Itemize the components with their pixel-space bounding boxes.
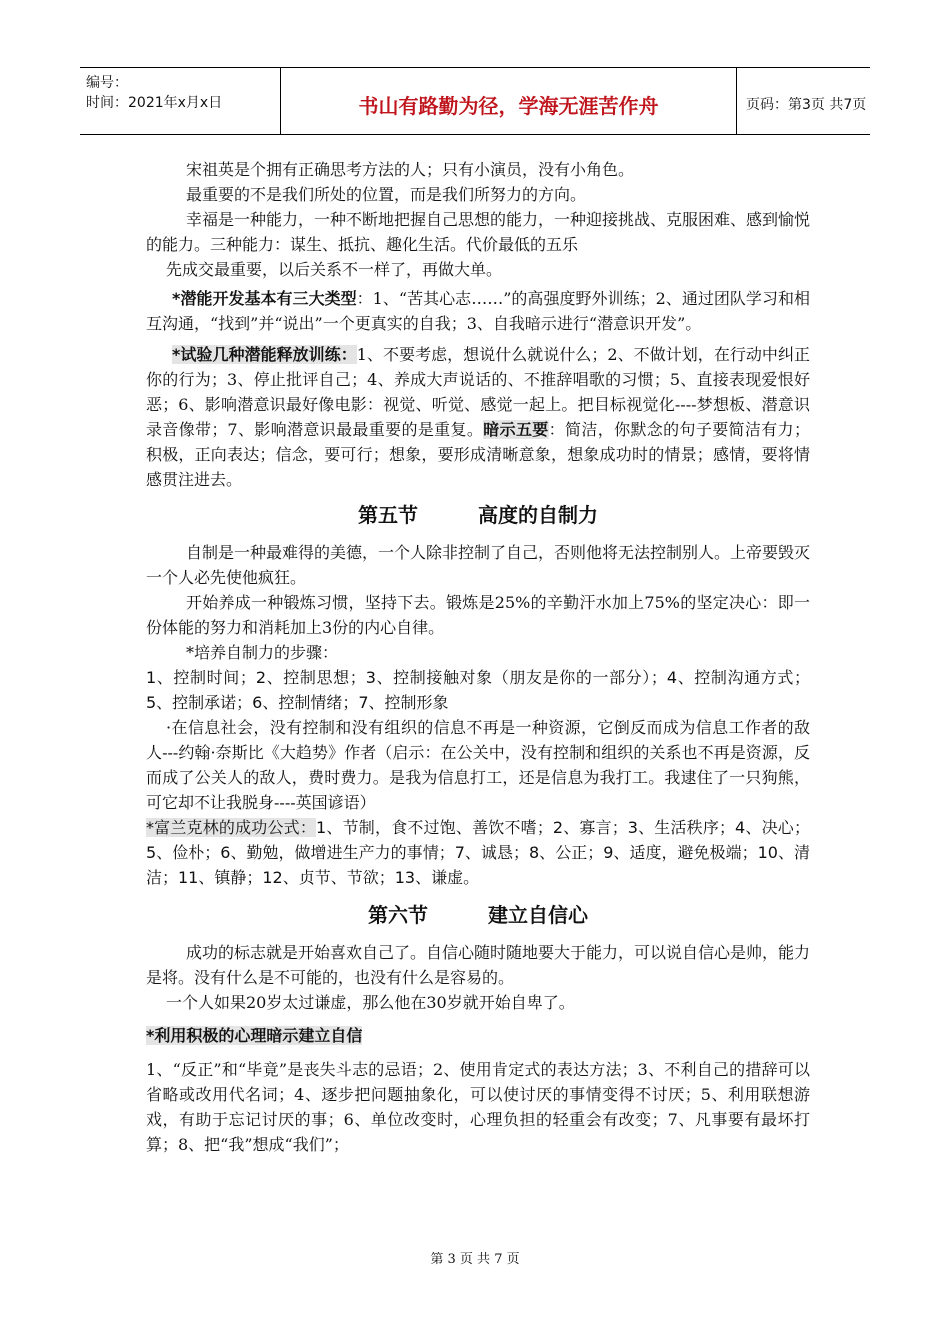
sub-heading <box>146 1023 810 1049</box>
release-training-label: *试验几种潜能释放训练： <box>172 345 357 364</box>
paragraph: 自制是一种最难得的美德，一个人除非控制了自己，否则他将无法控制别人。上帝要毁灭一个人必先使他疯狂。 <box>146 543 811 587</box>
paragraph: 最重要的不是我们所处的位置，而是我们所努力的方向。 <box>186 185 587 204</box>
hint-five-label: 暗示五要 <box>483 420 549 439</box>
steps-label: *培养自制力的步骤： <box>186 643 339 662</box>
franklin-text: 1、节制，食不过饱、善饮不嗜；2、寡言；3、生活秩序；4、决心；5、俭朴；6、勤勉，做增进生产力的事情；7、诚恳；8、公正；9、适度，避免极端；10、清洁；11、镇静；12、贞节、节欲；13、谦虚。 <box>146 818 810 887</box>
document-body <box>146 157 810 1157</box>
document-date: 时间：2021年x月x日 <box>86 95 223 111</box>
header-page-info: 页码：第3页 共7页 <box>746 97 867 113</box>
header-page-cell <box>736 68 870 134</box>
section-heading-6 <box>146 900 810 930</box>
paragraph: 先成交最重要，以后关系不一样了，再做大单。 <box>166 260 503 279</box>
paragraph: 1、“反正”和“毕竟”是丧失斗志的忌语；2、使用肯定式的表达方法；3、不利自己的措辞可以省略或改用代名词；4、逐步把问题抽象化，可以使讨厌的事情变得不讨厌；5、利用联想游戏，有助于忘记讨厌的事；6、单位改变时，心理负担的轻重会有改变；7、凡事要有最坏打算；8、把“我”想成“我们”； <box>146 1060 810 1154</box>
header-motto: 书山有路勤为径，学海无涯苦作舟 <box>358 94 659 118</box>
section-title: 建立自信心 <box>488 903 588 927</box>
release-training-text: 1、不要考虑，想说什么就说什么；2、不做计划，在行动中纠正你的行为；3、停止批评自己；4、养成大声说话的、不推辞唱歌的习惯；5、直接表现爱恨好恶；6、影响潜意识最好像电影：视觉、听觉、感觉一起上。把目标视觉化----梦想板、潜意识录音像带；7、影响潜意识最最重要的是重复。 <box>146 345 810 439</box>
franklin-paragraph <box>146 815 810 890</box>
paragraph: 成功的标志就是开始喜欢自己了。自信心随时随地要大于能力，可以说自信心是帅，能力是将。没有什么是不可能的，也没有什么是容易的。 <box>146 943 811 987</box>
hint-five-text: ：简洁，你默念的句子要简洁有力；积极，正向表达；信念，要可行；想象，要形成清晰意象，想象成功时的情景；感情，要将情感贯注进去。 <box>146 420 810 489</box>
paragraph: 宋祖英是个拥有正确思考方法的人；只有小演员，没有小角色。 <box>186 160 635 179</box>
section-number: 第六节 <box>368 903 428 927</box>
potential-types-paragraph <box>146 286 810 336</box>
header-motto-cell <box>280 68 737 134</box>
franklin-label: *富兰克林的成功公式： <box>146 818 317 837</box>
potential-types-text: ：1、“苦其心志……”的高强度野外训练；2、通过团队学习和相互沟通，“找到”并“说出”一个更真实的自我；3、自我暗示进行“潜意识开发”。 <box>146 289 810 333</box>
section-title: 高度的自制力 <box>478 503 598 527</box>
steps-list: 1、控制时间；2、控制思想；3、控制接触对象（朋友是你的一部分）；4、控制沟通方式；5、控制承诺；6、控制情绪；7、控制形象 <box>146 668 810 712</box>
sub-heading-text: *利用积极的心理暗示建立自信 <box>146 1026 363 1045</box>
page-footer: 第 3 页 共 7 页 <box>430 1252 520 1267</box>
paragraph: 一个人如果20岁太过谦虚，那么他在30岁就开始自卑了。 <box>166 993 575 1012</box>
paragraph: 幸福是一种能力，一种不断地把握自己思想的能力，一种迎接挑战、克服困难、感到愉悦的能力。三种能力：谋生、抵抗、趣化生活。代价最低的五乐 <box>146 210 811 254</box>
section-heading-5 <box>146 500 810 530</box>
header-meta-cell <box>80 68 280 134</box>
paragraph: 开始养成一种锻炼习惯，坚持下去。锻炼是25%的辛勤汗水加上75%的坚定决心：即一份体能的努力和消耗加上3份的内心自律。 <box>146 593 810 637</box>
paragraph: ·在信息社会，没有控制和没有组织的信息不再是一种资源，它倒反而成为信息工作者的敌人---约翰·奈斯比《大趋势》作者（启示：在公关中，没有控制和组织的关系也不再是资源，反而成了公关人的敌人，费时费力。是我为信息打工，还是信息为我打工。我逮住了一只狗熊，可它却不让我脱身----英国谚语） <box>146 718 810 812</box>
section-number: 第五节 <box>358 503 418 527</box>
document-number-label: 编号： <box>86 75 128 91</box>
release-training-paragraph <box>146 342 810 492</box>
potential-types-label: *潜能开发基本有三大类型 <box>172 289 357 308</box>
page-header <box>80 67 870 135</box>
